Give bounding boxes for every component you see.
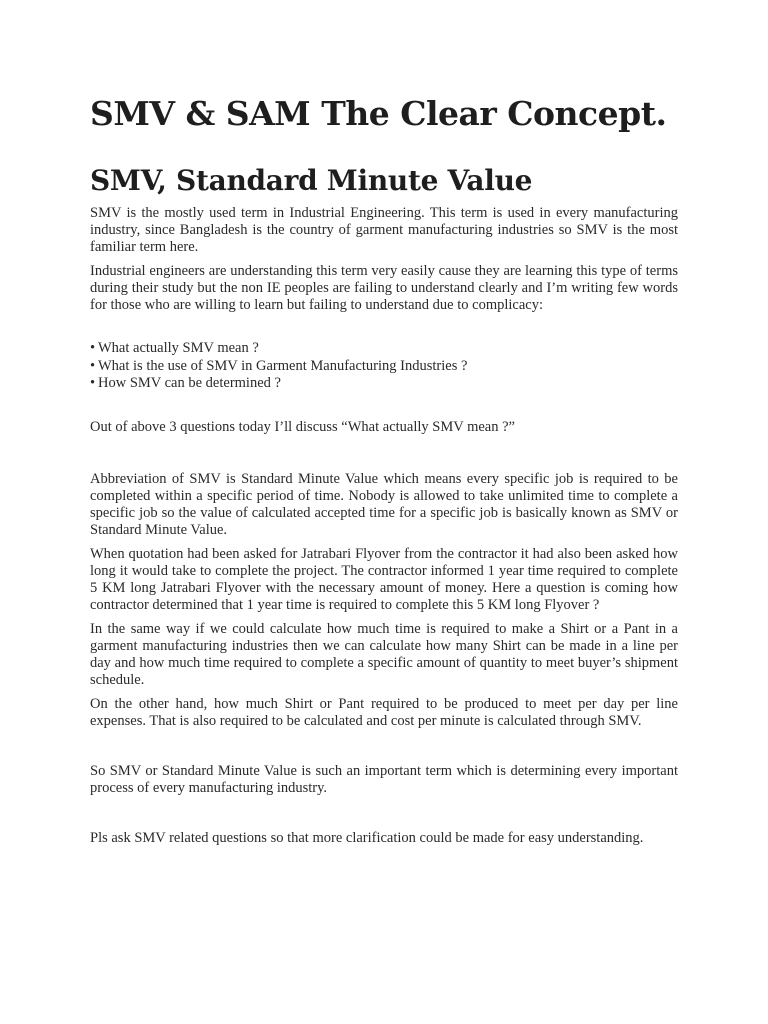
- bullet-icon: •: [90, 340, 96, 356]
- bullet-icon: •: [90, 375, 96, 391]
- paragraph-garment-example: In the same way if we could calculate how much time is required to make a Shirt or a Pant in a garment manufacturing industries then we can calculate how many Shirt can be made in a line per day and how much time required to complete a specific amount of quantity to meet buyer’s shipment schedule.: [90, 620, 678, 688]
- list-item: [90, 375, 678, 393]
- list-item-text: What actually SMV mean ?: [98, 340, 259, 356]
- bullet-icon: •: [90, 357, 96, 374]
- list-item-text: What is the use of SMV in Garment Manufacturing Industries ?: [98, 357, 468, 374]
- paragraph-expenses: On the other hand, how much Shirt or Pant required to be produced to meet per day per line expenses. That is also required to be calculated and cost per minute is calculated through SMV.: [90, 695, 678, 729]
- section-heading: SMV, Standard Minute Value: [90, 164, 533, 197]
- list-item: [90, 358, 678, 376]
- paragraph-intro: SMV is the mostly used term in Industrial Engineering. This term is used in every manufacturing industry, since Bangladesh is the country of garment manufacturing industries so SMV is the most familiar term here.: [90, 205, 678, 255]
- paragraph-closing: Pls ask SMV related questions so that more clarification could be made for easy understanding.: [90, 829, 644, 846]
- document-title: SMV & SAM The Clear Concept.: [90, 94, 667, 133]
- paragraph-summary: So SMV or Standard Minute Value is such an important term which is determining every important process of every manufacturing industry.: [90, 762, 678, 796]
- list-item-text: How SMV can be determined ?: [98, 375, 281, 391]
- paragraph-audience: Industrial engineers are understanding this term very easily cause they are learning this type of terms during their study but the non IE peoples are failing to understand clearly and I’m writing few words for those who are willing to learn but failing to understand due to complicacy:: [90, 263, 678, 313]
- question-list: [90, 340, 678, 393]
- document-body: [90, 205, 678, 854]
- paragraph-abbreviation: Abbreviation of SMV is Standard Minute Value which means every specific job is required to be completed within a specific period of time. Nobody is allowed to take unlimited time to complete a specific job so the value of calculated accepted time for a specific job is basically known as SMV or Standard Minute Value.: [90, 470, 678, 538]
- paragraph-discussion: Out of above 3 questions today I’ll discuss “What actually SMV mean ?”: [90, 418, 515, 435]
- paragraph-flyover-example: When quotation had been asked for Jatrabari Flyover from the contractor it had also been asked how long it would take to complete the project. The contractor informed 1 year time required to complete 5 KM long Jatrabari Flyover with the necessary amount of money. Here a question is coming how contractor determined that 1 year time is required to complete this 5 KM long Flyover ?: [90, 545, 678, 613]
- list-item: [90, 340, 678, 358]
